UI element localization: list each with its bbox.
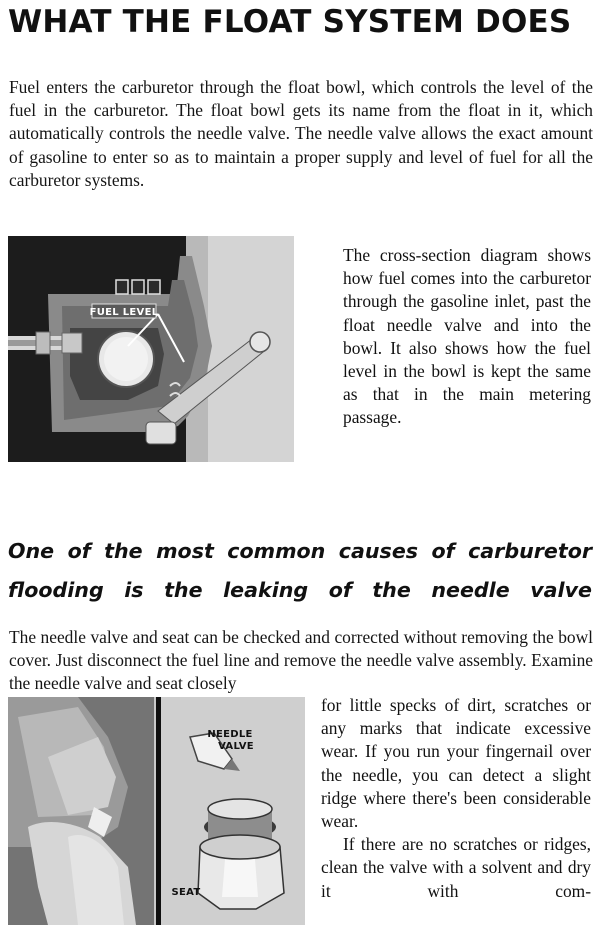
secondary-heading: One of the most common causes of carburetor flooding is the leaking of the needle valve (8, 539, 592, 602)
needle-valve-illustration (8, 697, 305, 925)
float-system-cross-section-photo (8, 236, 294, 462)
needle-valve-body-paragraph: The needle valve and seat can be checked and corrected without removing the bowl cover. Just disconnect the fuel line and remove the needle valve assembly. Examine the needle valve and seat closely (9, 627, 593, 694)
fuel-level-label: FUEL LEVEL (89, 307, 159, 318)
intro-paragraph: Fuel enters the carburetor through the float bowl, which controls the level of the fuel in the carburetor. The float bowl gets its name from the float in it, which automatically controls the needle valve. The needle valve allows the exact amount of gasoline to enter so as to maintain a proper supply and level of fuel for all the carburetor systems. (9, 77, 593, 190)
cross-section-illustration (8, 236, 294, 462)
needle-valve-label-line1: NEEDLE (207, 729, 253, 740)
main-heading: WHAT THE FLOAT SYSTEM DOES (8, 4, 572, 40)
needle-valve-label-line2: VALVE (218, 741, 254, 752)
figure1-caption: The cross-section diagram shows how fuel comes into the carburetor through the gasoline inlet, past the float needle valve and into the bowl. It also shows how the fuel level in the bowl is kept the same as that in the main metering passage. (343, 245, 591, 428)
column-paragraph-2: If there are no scratches or ridges, clean the valve with a solvent and dry it with com- (321, 834, 591, 901)
column-paragraph-1: for little specks of dirt, scratches or any marks that indicate excessive wear. If you run your fingernail over the needle, you can detect a slight ridge where there's been considerable wear. (321, 695, 591, 832)
right-column-text (321, 694, 591, 903)
needle-valve-and-seat-photo (8, 697, 305, 925)
seat-label: SEAT (171, 887, 201, 898)
